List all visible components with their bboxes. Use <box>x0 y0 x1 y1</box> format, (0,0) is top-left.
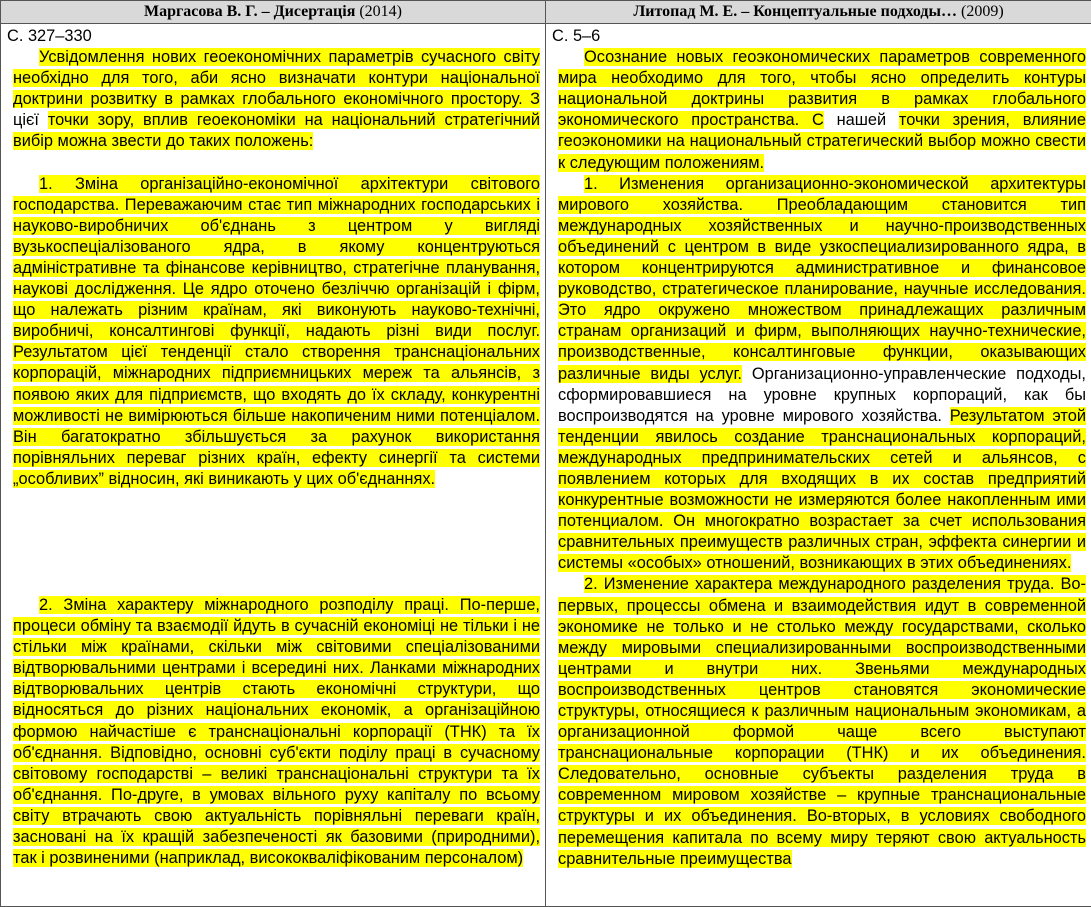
right-p1-part-a: Осознание новых геоэкономических параметров современного мира необходимо для того, чтобы ясно определить контуры национальной доктрины развития в рамках глобального экономического пространства. С <box>558 48 1086 129</box>
right-p2-part-c: Результатом этой тенденции явилось создание транснациональных корпораций, международных предпринимательских сетей и альянсов, с появлением которых для входящих в их состав предприятий конкурентные возможности не измеряются более накопленным ими потенциалом. Он многократно возрастает за счет использования сравнительных преимуществ различных стран, эффекта синергии и системы «особых» отношений, возникающих в этих объединениях. <box>558 407 1086 573</box>
content-row <box>1 24 1091 907</box>
header-row <box>1 1 1091 24</box>
right-page-ref: С. 5–6 <box>552 26 1086 47</box>
left-gap-2 <box>13 490 540 595</box>
left-header-author: Маргасова В. Г. – Дисертація <box>144 3 355 20</box>
left-p3-text: 2. Зміна характеру міжнародного розподілу праці. По-перше, процеси обміну та взаємодії йдуть в сучасній економіці не тільки і не стільки між країнами, скільки між світовими спеціалізованими відтворювальними центрами і всередині них. Ланками міжнародних відтворювальних центрів стають економічні структури, що відносяться до різних національних економік, а організаційною формою найчастіше є транснаціональні корпорації (ТНК) та їх об'єднання. Відповідно, основні суб'єкти поділу праці в сучасному світовому господарстві – великі транснаціональні структури та їх об'єднання. По-друге, в умовах вільного руху капіталу по всьому світу втрачають свою актуальність порівняльні переваги країн, засновані на їх кращій забезпеченості як базовими (природними), так і розвиненими (наприклад, висококваліфікованим персоналом) <box>13 596 540 867</box>
left-paragraph-3 <box>13 595 540 869</box>
right-column-header <box>546 1 1091 24</box>
left-column-text <box>1 24 546 907</box>
right-header-author: Литопад М. Е. – Концептуальные подходы… <box>633 3 957 20</box>
left-paragraph-2 <box>13 174 540 490</box>
left-column-header <box>1 1 546 24</box>
right-header-year: (2009) <box>961 3 1004 20</box>
right-p2-part-a: 1. Изменения организационно-экономической архитектуры мирового хозяйства. Преобладающим становится тип международных хозяйственных и научно-производственных объединений с центром в виде узкоспециализированного ядра, в котором концентрируются административное и финансовое руководство, стратегическое планирование, научные исследования. Это ядро окружено множеством принадлежащих различным странам организаций и фирм, выполняющих научно-технические, производственные, консалтинговые функции, оказывающих различные виды услуг. <box>558 175 1086 383</box>
left-gap-1 <box>13 153 540 174</box>
right-column-text <box>546 24 1091 907</box>
left-page-ref: С. 327–330 <box>7 26 540 47</box>
right-p2-part-b: Организационно-управленческие подходы, сформировавшиеся на уровне крупных корпораций, как бы воспроизводятся на уровне мирового хозяйства. <box>558 365 1086 425</box>
left-header-year: (2014) <box>359 3 402 20</box>
right-paragraph-2 <box>558 174 1086 575</box>
right-p3-text: 2. Изменение характера международного разделения труда. Во-первых, процессы обмена и взаимодействия идут в современной экономике не только и не столько между государствами, сколько между мировыми специализированными воспроизводственными центрами и внутри них. Звеньями международных воспроизводственных центров становятся экономические структуры, относящиеся к различным национальным экономикам, а организационной формой чаще всего выступают транснациональные корпорации (ТНК) и их объединения. Следовательно, основные субъекты разделения труда в современном мировом хозяйстве – крупные транснациональные структуры и их объединения. Во-вторых, в условиях свободного перемещения капитала по всему миру теряют свою актуальность сравнительные преимущества <box>558 575 1086 867</box>
left-p2-text: 1. Зміна організаційно-економічної архітектури світового господарства. Переважаючим стає тип міжнародних господарських і науково-виробничих об'єднань з центром у вигляді вузькоспеціалізованого ядра, в якому концентруються адміністративне та фінансове керівництво, стратегічне планування, наукові дослідження. Це ядро оточено безліччю організацій і фірм, що належать різним країнам, які виконують науково-технічні, виробничі, консалтингові функції, надають різні види послуг. Результатом цієї тенденції стало створення транснаціональних корпорацій, міжнародних підприємницьких мереж та альянсів, з появою яких для підприємств, що входять до їх складу, конкурентні можливості не вимірюються більше накопиченим ними потенціалом. Він багатократно збільшується за рахунок використання порівняльних переваг різних країн, ефекту синергії та системи „особливих” відносин, які виникають у цих об'єднаннях. <box>13 175 540 488</box>
left-p1-part-c: точки зору, вплив геоекономіки на національний стратегічний вибір можна звести до таких положень: <box>13 111 540 150</box>
right-p1-part-b: нашей <box>837 111 887 129</box>
right-paragraph-1 <box>558 47 1086 174</box>
left-p1-part-a: Усвідомлення нових геоекономічних параметрів сучасного світу необхідно для того, аби ясно визначати контури національної доктрини розвитку в рамках глобального економічного простору. З <box>13 48 540 108</box>
right-p1-part-c: точки зрения, влияние геоэкономики на национальный стратегический выбор можно свести к следующим положениям. <box>558 111 1086 171</box>
right-paragraph-3 <box>558 574 1086 869</box>
left-p1-part-b: цієї <box>13 111 39 129</box>
left-paragraph-1 <box>13 47 540 152</box>
